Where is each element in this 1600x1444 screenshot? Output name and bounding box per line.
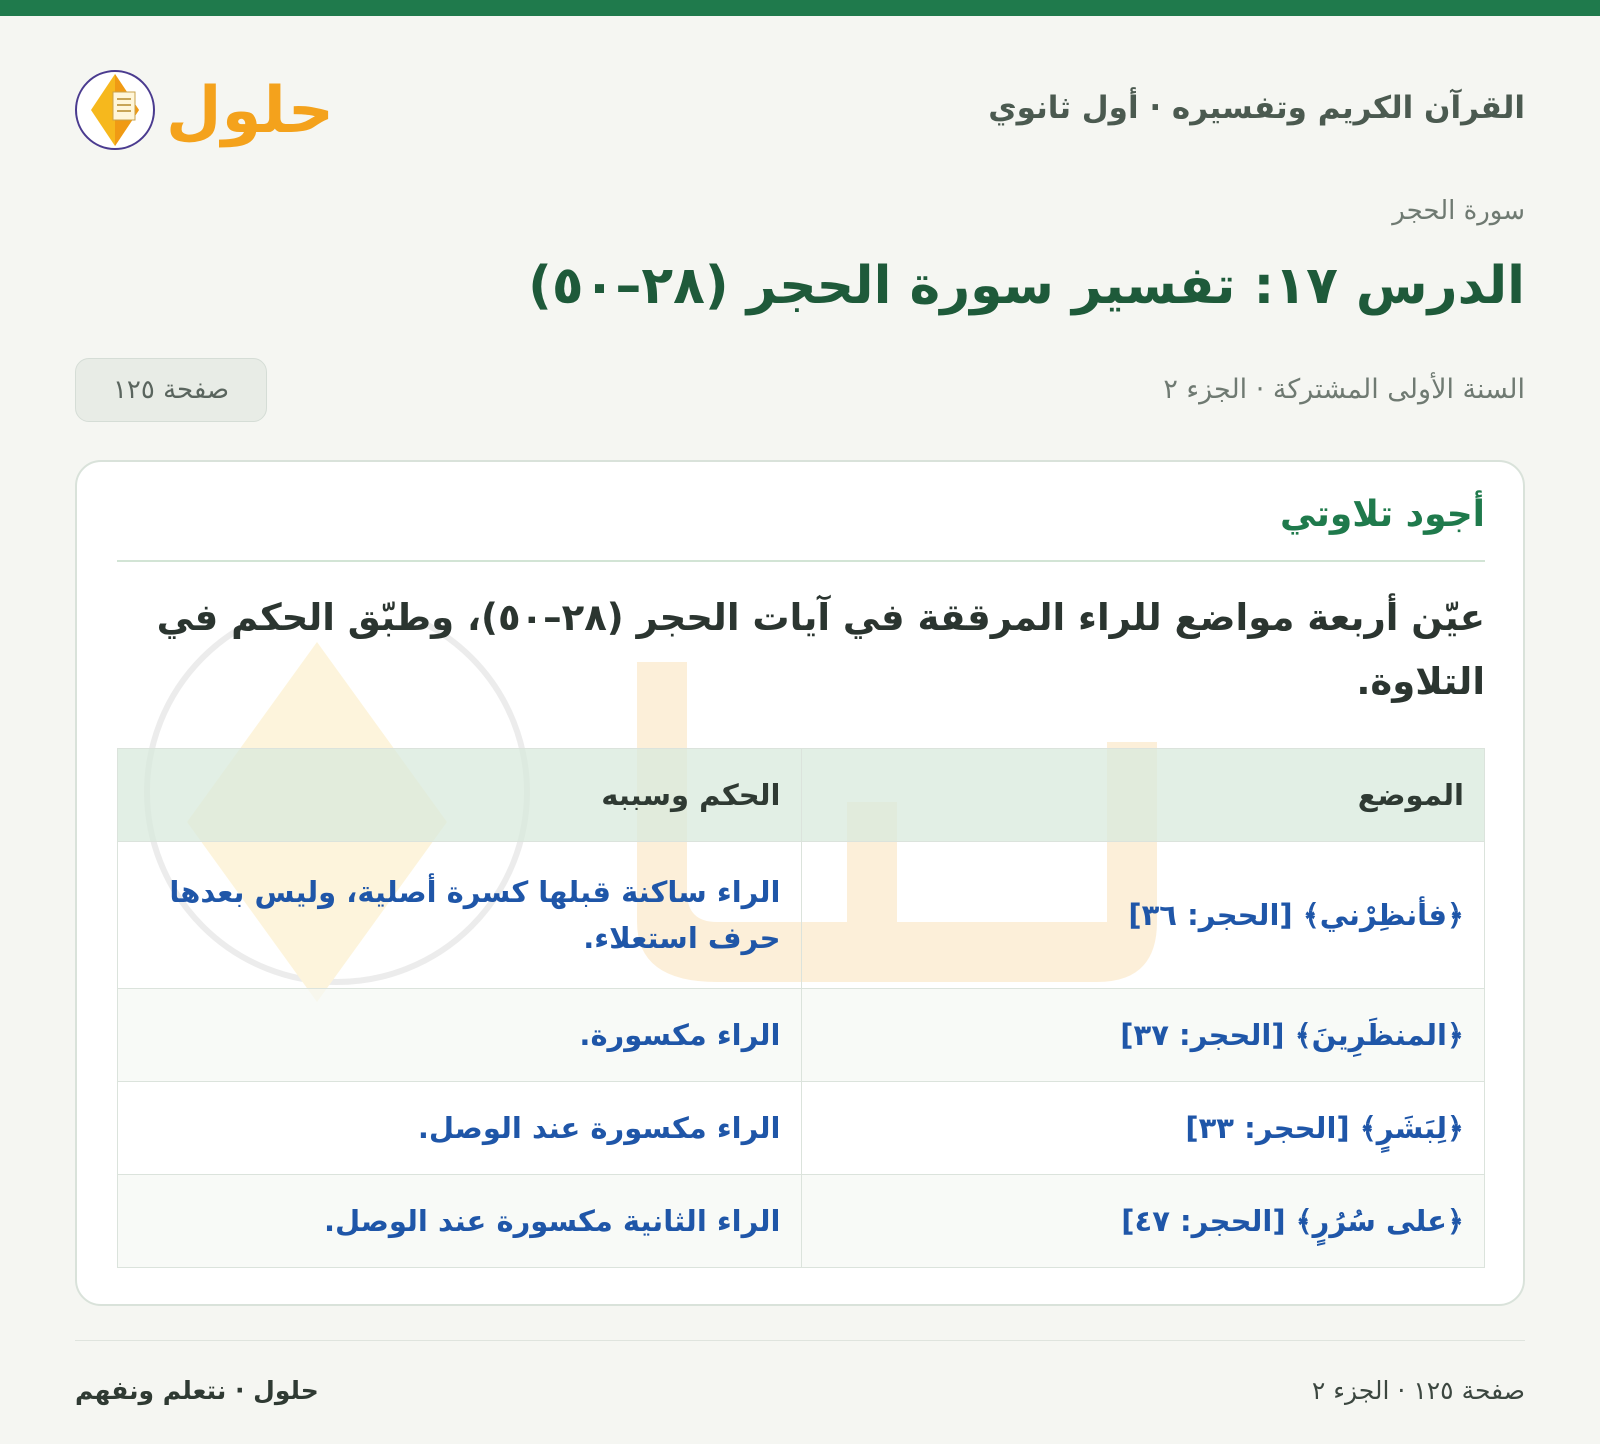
lesson-title: الدرس ١٧: تفسير سورة الحجر (٢٨–٥٠) — [528, 256, 1525, 316]
table-header-row — [118, 749, 1485, 842]
hulul-logo — [75, 52, 335, 162]
table-row — [118, 1082, 1485, 1175]
cell-rule: الراء مكسورة. — [118, 989, 802, 1082]
page-header — [75, 52, 1525, 162]
table-row — [118, 842, 1485, 989]
logo-emblem-icon — [76, 71, 154, 149]
logo-wordmark: حلول — [166, 74, 334, 148]
cell-location: ﴿فأنظِرْني﴾ [الحجر: ٣٦] — [801, 842, 1485, 989]
question-text: عيّن أربعة مواضع للراء المرققة في آيات الحجر (٢٨–٥٠)، وطبّق الحكم في التلاوة. — [156, 596, 1485, 703]
cell-location: ﴿المنظَرِينَ﴾ [الحجر: ٣٧] — [801, 989, 1485, 1082]
footer-page-info: صفحة ١٢٥ · الجزء ٢ — [1311, 1376, 1525, 1405]
lesson-meta: السنة الأولى المشتركة · الجزء ٢ — [1163, 374, 1525, 405]
column-header-rule: الحكم وسببه — [118, 749, 802, 842]
cell-rule: الراء الثانية مكسورة عند الوصل. — [118, 1175, 802, 1268]
answers-table — [117, 748, 1485, 1268]
section-title: أجود تلاوتي — [1279, 494, 1485, 535]
column-header-location: الموضع — [801, 749, 1485, 842]
subject-title: القرآن الكريم وتفسيره · أول ثانوي — [988, 90, 1525, 126]
cell-location: ﴿لِبَشَرٍ﴾ [الحجر: ٣٣] — [801, 1082, 1485, 1175]
card-content — [117, 462, 1485, 1304]
cell-rule: الراء ساكنة قبلها كسرة أصلية، وليس بعدها حرف استعلاء. — [118, 842, 802, 989]
exercise-card — [75, 460, 1525, 1306]
table-row — [118, 1175, 1485, 1268]
page-badge: صفحة ١٢٥ — [75, 358, 267, 422]
top-accent-bar — [0, 0, 1600, 16]
footer-brand: حلول · نتعلم ونفهم — [75, 1376, 319, 1405]
footer-divider — [75, 1340, 1525, 1341]
cell-location: ﴿على سُرُرٍ﴾ [الحجر: ٤٧] — [801, 1175, 1485, 1268]
table-row — [118, 989, 1485, 1082]
surah-label: سورة الحجر — [1392, 196, 1525, 226]
section-divider — [117, 560, 1485, 562]
cell-rule: الراء مكسورة عند الوصل. — [118, 1082, 802, 1175]
